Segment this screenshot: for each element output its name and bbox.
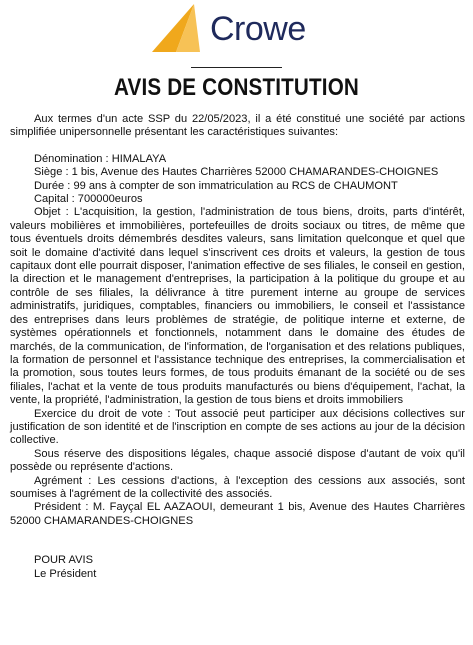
capital-line: Capital : 700000euros — [34, 193, 143, 206]
reserve-paragraph: Sous réserve des dispositions légales, chaque associé dispose d'autant de voix qu'il possède ou représente d'actions. — [10, 447, 465, 474]
president-paragraph: Président : M. Fayçal EL AAZAOUI, demeurant 1 bis, Avenue des Hautes Charrières 52000 CHAMARANDES-CHOIGNES — [10, 501, 465, 527]
title-divider — [191, 67, 282, 68]
page-title: AVIS DE CONSTITUTION — [113, 74, 360, 101]
denomination-line: Dénomination : HIMALAYA — [34, 152, 167, 165]
agrement-paragraph: Agrément : Les cessions d'actions, à l'exception des cessions aux associés, sont soumises à l'agrément de la collectivité des associés. — [10, 474, 465, 500]
objet-paragraph: Objet : L'acquisition, la gestion, l'administration de tous biens, droits, parts d'intérêt, valeurs mobilières et immobilières, portefeuilles de droits sociaux ou titres, de même que tous éventuels droits démembrés desdites valeurs, sans limitation quelconque et quel que soit le domaine d'activité dans lequel s'inscrivent ces droits et valeurs, la gestion de tous capitaux dont elle pourrait disposer, l'animation effective de ses filiales, le conseil en gestion, la direction et le management d'entreprises, la participation à la politique du groupe et au contrôle de ses filiales, la délivrance à titre purement interne au groupe de services administratifs, juridiques, comptables, financiers ou immobiliers, le conseil et l'assistance des entreprises dans leurs problèmes de stratégie, de politique interne et externe, de systèmes opérationnels et fonctionnels, notamment dans le domaine des études de marchés, de la communication, de l'information, de l'organisation et des relations publiques, la formation de personnel et l'assistance technique des entreprises, la commercialisation et la promotion, sous toutes leurs formes, de tous produits émanant de la société ou de ses filiales, l'achat et la vente de tous produits manufacturés ou biens d'équipement, l'achat, la vente, la propriété, l'administration, la gestion de tous biens et droits immobiliers — [10, 206, 465, 407]
signature-pour-avis: POUR AVIS — [34, 554, 93, 567]
siege-line: Siège : 1 bis, Avenue des Hautes Charrières 52000 CHAMARANDES-CHOIGNES — [34, 166, 439, 179]
intro-paragraph: Aux termes d'un acte SSP du 22/05/2023, il a été constitué une société par actions simplifiée unipersonnelle présentant les caractéristiques suivantes: — [10, 113, 465, 139]
logo-text: Crowe — [210, 10, 306, 48]
signature-president: Le Président — [34, 567, 97, 580]
crowe-logo-mark-icon — [150, 2, 206, 56]
notice-body — [10, 113, 465, 581]
duree-line: Durée : 99 ans à compter de son immatriculation au RCS de CHAUMONT — [34, 179, 398, 192]
vote-paragraph: Exercice du droit de vote : Tout associé peut participer aux décisions collectives sur justification de son identité et de l'inscription en compte de ses actions au jour de la décision collective. — [10, 407, 465, 447]
crowe-logo — [150, 2, 330, 56]
